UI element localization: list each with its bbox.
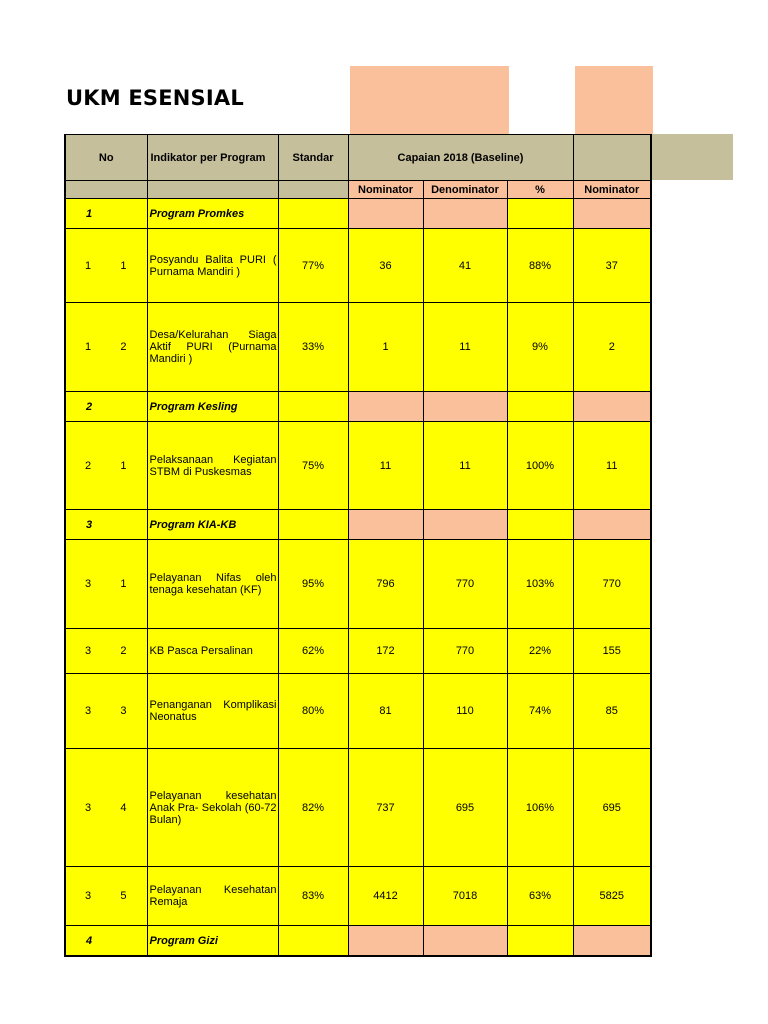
section-cell xyxy=(507,199,573,229)
table-row xyxy=(65,749,651,867)
table-row xyxy=(65,629,651,674)
table-row xyxy=(65,867,651,926)
indicator-number xyxy=(65,867,147,926)
program-index: 1 xyxy=(85,341,92,353)
indicator-name: Posyandu Balita PURI ( Purnama Mandiri ) xyxy=(147,229,278,303)
indicator-number-pair xyxy=(66,460,147,472)
section-cell xyxy=(278,510,348,540)
percent-value: 63% xyxy=(507,867,573,926)
program-index: 3 xyxy=(85,705,92,717)
indicator-number xyxy=(65,629,147,674)
percent-value: 88% xyxy=(507,229,573,303)
section-cell xyxy=(423,199,507,229)
indicator-index: 2 xyxy=(120,341,127,353)
section-cell xyxy=(423,392,507,422)
indicator-name: KB Pasca Persalinan xyxy=(147,629,278,674)
page-title: UKM ESENSIAL xyxy=(66,86,244,110)
subheader-blank xyxy=(65,181,147,199)
header-extension xyxy=(652,134,733,180)
nominator-value: 737 xyxy=(348,749,423,867)
nominator-2-value: 2 xyxy=(573,303,651,392)
header-standar: Standar xyxy=(278,135,348,181)
program-section-row xyxy=(65,510,651,540)
table-row xyxy=(65,674,651,749)
table-row xyxy=(65,540,651,629)
section-cell xyxy=(507,510,573,540)
denominator-value: 11 xyxy=(423,422,507,510)
section-cell xyxy=(278,926,348,957)
standar-value: 33% xyxy=(278,303,348,392)
indicator-number-pair xyxy=(66,341,147,353)
section-cell xyxy=(573,510,651,540)
indicator-number-pair xyxy=(66,802,147,814)
table-row xyxy=(65,229,651,303)
indicator-name: Penanganan Komplikasi Neonatus xyxy=(147,674,278,749)
indicator-number xyxy=(65,674,147,749)
section-number: 2 xyxy=(65,392,147,422)
subheader-denominator: Denominator xyxy=(423,181,507,199)
section-cell xyxy=(423,926,507,957)
program-index: 3 xyxy=(85,890,92,902)
nominator-2-value: 5825 xyxy=(573,867,651,926)
section-cell xyxy=(348,199,423,229)
indicator-name: Desa/Kelurahan Siaga Aktif PURI (Purnama Mandiri ) xyxy=(147,303,278,392)
program-section-row xyxy=(65,199,651,229)
percent-value: 74% xyxy=(507,674,573,749)
indicator-index: 1 xyxy=(120,578,127,590)
indicator-number xyxy=(65,229,147,303)
nominator-value: 81 xyxy=(348,674,423,749)
denominator-value: 11 xyxy=(423,303,507,392)
indicator-name: Pelayanan Nifas oleh tenaga kesehatan (KF) xyxy=(147,540,278,629)
standar-value: 82% xyxy=(278,749,348,867)
section-cell xyxy=(348,510,423,540)
subheader-nominator-2: Nominator xyxy=(573,181,651,199)
standar-value: 83% xyxy=(278,867,348,926)
indicator-name: Pelayanan kesehatan Anak Pra- Sekolah (60-72 Bulan) xyxy=(147,749,278,867)
program-name: Program Gizi xyxy=(147,926,278,957)
program-section-row xyxy=(65,926,651,957)
program-name: Program Kesling xyxy=(147,392,278,422)
section-cell xyxy=(348,926,423,957)
nominator-2-value: 695 xyxy=(573,749,651,867)
indicator-name: Pelaksanaan Kegiatan STBM di Puskesmas xyxy=(147,422,278,510)
nominator-value: 796 xyxy=(348,540,423,629)
program-index: 3 xyxy=(85,578,92,590)
percent-value: 9% xyxy=(507,303,573,392)
nominator-2-value: 37 xyxy=(573,229,651,303)
section-cell xyxy=(507,392,573,422)
section-cell xyxy=(278,392,348,422)
indicator-number-pair xyxy=(66,578,147,590)
nominator-value: 1 xyxy=(348,303,423,392)
nominator-2-value: 85 xyxy=(573,674,651,749)
percent-value: 106% xyxy=(507,749,573,867)
indicator-name: Pelayanan Kesehatan Remaja xyxy=(147,867,278,926)
section-cell xyxy=(507,926,573,957)
highlight-block xyxy=(350,66,509,134)
program-index: 3 xyxy=(85,801,92,814)
indicator-index: 4 xyxy=(120,801,127,814)
indicator-index: 2 xyxy=(120,645,127,657)
section-number: 1 xyxy=(65,199,147,229)
indicator-index: 1 xyxy=(120,259,127,272)
nominator-2-value: 155 xyxy=(573,629,651,674)
indicator-number xyxy=(65,422,147,510)
nominator-value: 36 xyxy=(348,229,423,303)
program-section-row xyxy=(65,392,651,422)
nominator-value: 11 xyxy=(348,422,423,510)
section-cell xyxy=(573,926,651,957)
indicator-number xyxy=(65,540,147,629)
indicator-number-pair xyxy=(66,645,147,657)
denominator-value: 770 xyxy=(423,540,507,629)
subheader-percent: % xyxy=(507,181,573,199)
indicator-number-pair xyxy=(66,890,147,902)
section-cell xyxy=(278,199,348,229)
nominator-value: 172 xyxy=(348,629,423,674)
indicator-number xyxy=(65,749,147,867)
standar-value: 77% xyxy=(278,229,348,303)
section-cell xyxy=(573,392,651,422)
standar-value: 75% xyxy=(278,422,348,510)
denominator-value: 695 xyxy=(423,749,507,867)
denominator-value: 41 xyxy=(423,229,507,303)
indicator-number xyxy=(65,303,147,392)
table-row xyxy=(65,422,651,510)
indicator-index: 3 xyxy=(120,705,127,717)
program-index: 3 xyxy=(85,645,92,657)
percent-value: 103% xyxy=(507,540,573,629)
indicator-table xyxy=(64,134,652,957)
table-header-row xyxy=(65,135,651,181)
section-number: 4 xyxy=(65,926,147,957)
subheader-blank xyxy=(147,181,278,199)
denominator-value: 770 xyxy=(423,629,507,674)
indicator-number-pair xyxy=(66,705,147,717)
program-index: 1 xyxy=(85,259,92,272)
percent-value: 100% xyxy=(507,422,573,510)
section-cell xyxy=(423,510,507,540)
highlight-block xyxy=(575,66,653,134)
section-cell xyxy=(348,392,423,422)
nominator-2-value: 11 xyxy=(573,422,651,510)
section-number: 3 xyxy=(65,510,147,540)
nominator-value: 4412 xyxy=(348,867,423,926)
standar-value: 62% xyxy=(278,629,348,674)
header-blank xyxy=(573,135,651,181)
header-capaian: Capaian 2018 (Baseline) xyxy=(348,135,573,181)
subheader-nominator: Nominator xyxy=(348,181,423,199)
nominator-2-value: 770 xyxy=(573,540,651,629)
header-no: No xyxy=(65,135,147,181)
indicator-index: 1 xyxy=(120,459,127,472)
section-cell xyxy=(573,199,651,229)
program-name: Program KIA-KB xyxy=(147,510,278,540)
header-indikator: Indikator per Program xyxy=(147,135,278,181)
program-name: Program Promkes xyxy=(147,199,278,229)
percent-value: 22% xyxy=(507,629,573,674)
indicator-index: 5 xyxy=(120,890,127,902)
standar-value: 80% xyxy=(278,674,348,749)
program-index: 2 xyxy=(85,459,92,472)
table-subheader-row xyxy=(65,181,651,199)
table-row xyxy=(65,303,651,392)
denominator-value: 110 xyxy=(423,674,507,749)
indicator-number-pair xyxy=(66,260,147,272)
denominator-value: 7018 xyxy=(423,867,507,926)
subheader-blank xyxy=(278,181,348,199)
standar-value: 95% xyxy=(278,540,348,629)
